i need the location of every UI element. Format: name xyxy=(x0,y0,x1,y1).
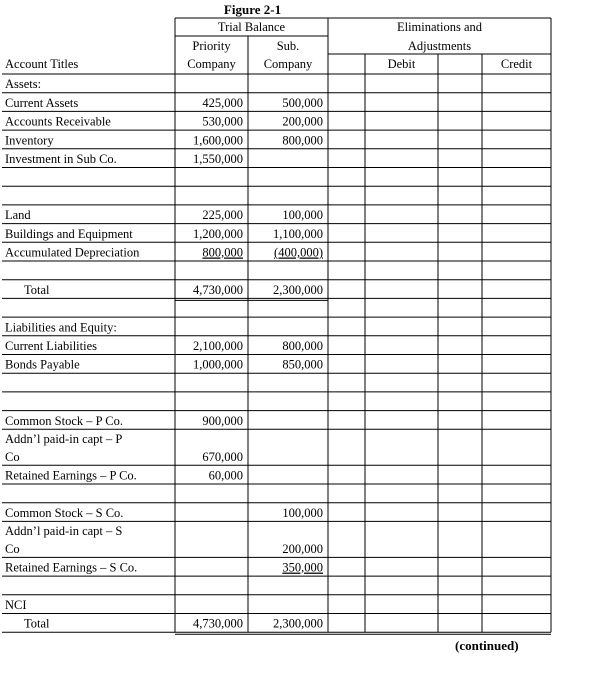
sub-amount: (400,000) xyxy=(274,245,323,260)
account-title-continued: Co xyxy=(5,541,20,556)
account-title: Current Assets xyxy=(5,95,79,110)
account-title: Retained Earnings – S Co. xyxy=(5,560,138,575)
priority-amount: 425,000 xyxy=(202,95,243,110)
account-title: Bonds Payable xyxy=(5,357,80,372)
continued-label: (continued) xyxy=(455,638,519,653)
priority-amount: 1,550,000 xyxy=(193,152,243,166)
sub-heading-line1: Sub. xyxy=(276,39,300,53)
figure-title: Figure 2-1 xyxy=(223,2,282,17)
priority-heading-line1: Priority xyxy=(192,39,231,53)
sub-amount: 500,000 xyxy=(282,95,323,110)
priority-amount: 60,000 xyxy=(208,468,243,483)
account-title: Buildings and Equipment xyxy=(5,226,133,241)
account-title: Total xyxy=(24,282,50,297)
account-title: Liabilities and Equity: xyxy=(5,320,117,335)
sub-amount: 100,000 xyxy=(282,505,323,520)
account-titles-heading: Account Titles xyxy=(5,57,79,71)
priority-amount: 4,730,000 xyxy=(193,616,243,631)
trial-balance-label: Trial Balance xyxy=(217,20,286,34)
priority-amount: 1,600,000 xyxy=(193,133,243,148)
account-title: Total xyxy=(24,616,50,631)
sub-amount: 200,000 xyxy=(282,114,323,129)
account-title: Common Stock – S Co. xyxy=(5,505,124,520)
sub-amount: 200,000 xyxy=(282,541,323,556)
credit-heading: Credit xyxy=(500,57,533,71)
sub-amount: 800,000 xyxy=(282,133,323,148)
sub-amount: 850,000 xyxy=(282,357,323,372)
account-title-continued: Co xyxy=(5,449,20,464)
account-title: Addn’l paid-in capt – S xyxy=(5,523,123,538)
sub-amount: 2,300,000 xyxy=(273,282,323,297)
account-title: Retained Earnings – P Co. xyxy=(5,468,137,483)
priority-amount: 1,200,000 xyxy=(193,226,243,241)
priority-amount: 2,100,000 xyxy=(193,339,243,353)
account-title: Accounts Receivable xyxy=(5,114,111,129)
account-title: Addn’l paid-in capt – P xyxy=(5,431,123,446)
sub-heading-line2: Company xyxy=(263,57,313,71)
eliminations-heading-line2: Adjustments xyxy=(407,39,472,53)
account-title: Land xyxy=(5,208,31,223)
eliminations-heading-line1: Eliminations and xyxy=(396,20,483,34)
sub-amount: 800,000 xyxy=(282,339,323,353)
account-title: Accumulated Depreciation xyxy=(5,245,140,260)
account-title: Assets: xyxy=(5,77,42,92)
priority-amount: 530,000 xyxy=(202,114,243,129)
priority-amount: 4,730,000 xyxy=(193,282,243,297)
account-title: Current Liabilities xyxy=(5,339,97,353)
priority-amount: 900,000 xyxy=(202,413,243,428)
account-title: Investment in Sub Co. xyxy=(5,152,117,166)
account-title: Common Stock – P Co. xyxy=(5,413,123,428)
priority-amount: 225,000 xyxy=(202,208,243,223)
priority-amount: 670,000 xyxy=(202,449,243,464)
debit-heading: Debit xyxy=(387,57,416,71)
priority-amount: 1,000,000 xyxy=(193,357,243,372)
sub-amount: 1,100,000 xyxy=(273,226,323,241)
account-title: NCI xyxy=(5,598,27,612)
sub-amount: 2,300,000 xyxy=(273,616,323,631)
sub-amount: 100,000 xyxy=(282,208,323,223)
account-title: Inventory xyxy=(5,133,54,148)
sub-amount: 350,000 xyxy=(282,560,323,575)
priority-amount: 800,000 xyxy=(202,245,243,260)
priority-heading-line2: Company xyxy=(187,57,236,71)
